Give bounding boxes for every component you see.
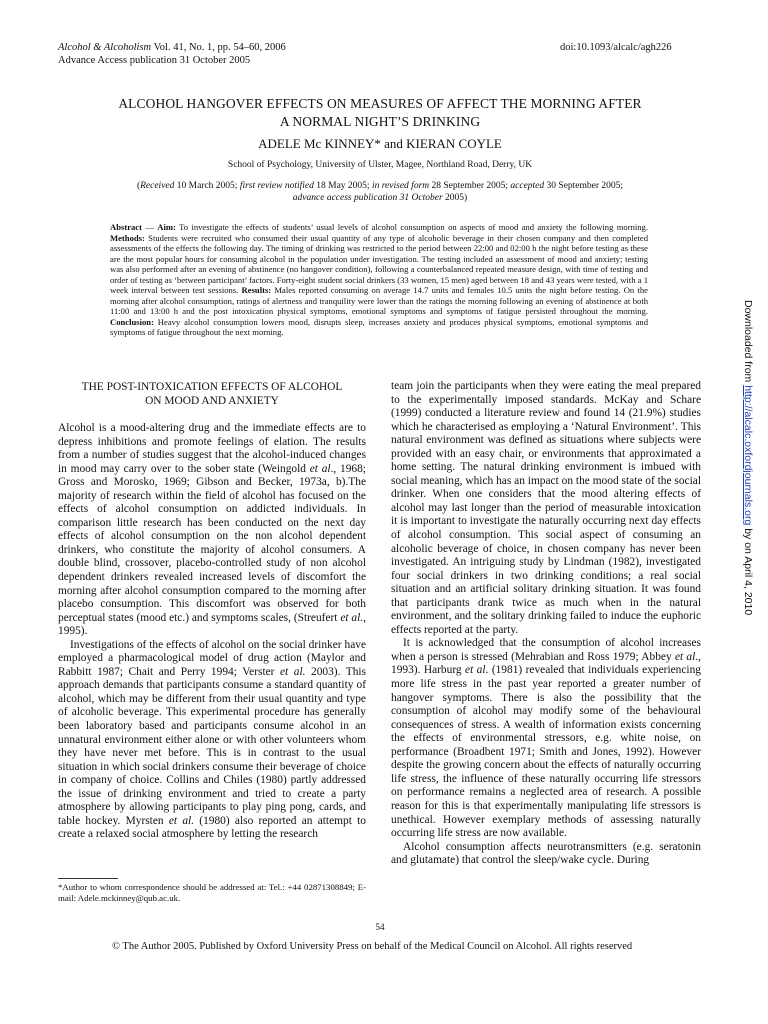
paragraph-3: team join the participants when they were eating the meal prepared to the experimentally imposed standards. McKay and Schare (1999) conducted a literature review and found 14 (21.9%) studies which he characterised as employing a ‘Natural Environment’. This natural environment was defined as situations where subjects were provided with an easy chair, or environments that approximated a home setting. The natural drinking environment is imbued with social meaning, which has an impact on the mood state of the social drinker. When one considers that the mood altering effects of alcohol may last longer than the period of measurable intoxication it is important to investigate the naturally occurring next day effects of alcohol consumption. This social aspect of consuming an alcoholic beverage of choice, in chosen company has never been investigated. An intriguing study by Lindman (1982), investigated four social drinkers in two drinking conditions; a real social situation and an artificial solitary drinking situation. It was found that participants drank twice as much when in the natural environment, and the solitary drinking failed to induce the euphoric effects reported at the party. <box>391 380 701 636</box>
accepted-label: accepted <box>510 181 545 191</box>
title-line-1: ALCOHOL HANGOVER EFFECTS ON MEASURES OF AFFECT THE MORNING AFTER <box>118 96 642 111</box>
p4-text-b: ., 1993). Harburg <box>391 650 701 677</box>
right-column <box>391 380 701 868</box>
p4-etal-2: et al <box>465 664 486 677</box>
p2-text-c: (1980) also reported an attempt to create a relaxed social atmosphere by letting the research <box>58 814 366 841</box>
advance-access-line: Advance Access publication 31 October 2005 <box>58 55 251 66</box>
methods-text: Students were recruited who consumed their usual quantity of any type of alcoholic beverage in their chosen company and then completed assessments of the effects the following day. The timing of drinking was restricted to the period between 22:00 and 02:00 h the night before testing as these are the most popular hours for consuming alcohol in the population under investigation. The testing included an assessment of mood and anxiety; testing was also performed after an evening of abstinence (no hangover condition), following a counterbalanced repeated measure design, with time of testing and order of testing as ‘between participant’ factors. Forty-eight student social drinkers (33 women, 15 men) aged between 18 and 43 years were tested, with a 1 week interval between test sessions. <box>110 232 648 296</box>
conclusion-text: Heavy alcohol consumption lowers mood, disrupts sleep, increases anxiety and produces physical symptoms, emotional symptoms and symptoms of fatigue throughout the next morning. <box>110 316 648 338</box>
p2-etal: et al. <box>280 665 306 678</box>
p1-etal: et al <box>309 462 331 475</box>
revised-date: 28 September 2005; <box>429 181 511 191</box>
first-review-label: first review notified <box>239 181 314 191</box>
methods-label: Methods: <box>110 232 145 243</box>
p2-text-a: Investigations of the effects of alcohol on the social drinker have employed a pharmacological model of drug action (Maylor and Rabbitt 1987; Chait and Perry 1994; Verster <box>58 638 366 678</box>
publication-dates: (Received 10 March 2005; first review notified 18 May 2005; in revised form 28 September 2005; accepted 30 September 2005; advance access publication 31 October 2005) <box>136 181 624 203</box>
first-review-date: 18 May 2005; <box>313 181 372 191</box>
conclusion-label: Conclusion: <box>110 316 154 327</box>
received-date: 10 March 2005; <box>174 181 240 191</box>
download-suffix: by on April 4, 2010 <box>742 525 754 616</box>
running-header-citation <box>58 41 286 67</box>
results-text: Males reported consuming on average 14.7 units and females 10.5 units the night before testing. On the morning after alcohol consumption, ratings of alertness and tranquility were lower than the ratings the morning following an evening of abstinence at both 11:00 and 13:00 h and the post intoxication physical symptoms, emotional symptoms and symptoms of fatigue persisted throughout the morning. <box>110 285 648 317</box>
correspondence-footnote: *Author to whom correspondence should be addressed at: Tel.: +44 02871308849; E-mail: Adele.mckinney@qub.ac.uk. <box>58 882 366 903</box>
paragraph-4 <box>391 637 701 840</box>
page-number: 54 <box>375 922 385 932</box>
p4-text-a: It is acknowledged that the consumption of alcohol increases when a person is stressed (Mehrabian and Ross 1979; Abbey <box>391 637 701 663</box>
affiliation: School of Psychology, University of Ulster, Magee, Northland Road, Derry, UK <box>227 160 533 170</box>
journal-citation: Vol. 41, No. 1, pp. 54–60, 2006 <box>151 42 286 53</box>
p1-text-a: Alcohol is a mood-altering drug and the immediate effects are to depress inhibitions and promote feelings of elation. The results from a number of studies suggest that the alcohol-induced changes in mood may carry over to the sober state (Weingold <box>58 422 366 475</box>
advance-year: 2005) <box>442 192 468 203</box>
p4-text-c: . (1981) revealed that individuals experiencing more life stress in the past year reported a greater number of hangover symptoms. There is also the possibility that the consumption of alcohol may modify some of the behavioural consequences of stress. A wealth of information exists concerning the effects of environmental stressors, e.g. white noise, on performance (Broadbent 1971; Smith and Jones, 1992). However despite the growing concern about the effects of naturally occurring life stress, the influence of these naturally occurring life stressors on performance remains a neglected area of research. A possible reason for this is that experimentally manipulating life stressors is unethical. However exemplary methods of assessing naturally occurring life stress are now available. <box>391 664 701 840</box>
download-watermark <box>740 300 765 620</box>
section-heading-line-2: ON MOOD AND ANXIETY <box>145 395 279 407</box>
abstract-label: Abstract <box>110 222 142 232</box>
aim-text: To investigate the effects of students’ usual levels of alcohol consumption on aspects of mood and anxiety the following morning. <box>175 222 648 232</box>
doi: doi:10.1093/alcalc/agh226 <box>560 42 672 53</box>
paragraph-2 <box>58 639 366 842</box>
abstract <box>110 222 648 338</box>
aim-label: Aim: <box>157 222 176 232</box>
journal-site-link[interactable]: http://alcalc.oxfordjournals.org <box>742 385 754 526</box>
section-heading <box>58 380 366 408</box>
advance-date: 31 October <box>397 192 443 203</box>
authors: ADELE Mc KINNEY* and KIERAN COYLE <box>258 136 502 151</box>
p4-etal: et al <box>674 650 696 663</box>
p1-etal-2: et al. <box>340 611 364 624</box>
p2-text-b: 2003). This approach demands that participants consume a standard quantity of alcohol, which may be different from their usual quantity and type of alcoholic beverage. This experimental procedure has generally been laboratory based and participants consume alcohol in an unnatural environment either alone or with other volunteers whom they have never met before. This is in contrast to the usual situation in which social drinkers consume their beverage of choice in company of choice. Collins and Chiles (1980) partly addressed the issue of drinking environment and tried to create a party atmosphere by allowing participants to play ping pong, cards, and table hockey. Myrsten <box>58 665 366 827</box>
paragraph-1 <box>58 422 366 639</box>
journal-name: Alcohol & Alcoholism <box>58 42 152 53</box>
p2-etal-2: et al. <box>168 814 195 827</box>
revised-label: in revised form <box>371 181 430 191</box>
left-column <box>58 422 366 842</box>
section-heading-line-1: THE POST-INTOXICATION EFFECTS OF ALCOHOL <box>81 381 343 393</box>
p1-text-c: , 1995). <box>58 611 366 638</box>
download-prefix: Downloaded from <box>742 300 754 386</box>
advance-label: advance access publication <box>292 192 398 203</box>
results-label: Results: <box>241 285 272 296</box>
accepted-date: 30 September 2005; <box>544 181 624 191</box>
footnote-rule <box>58 878 118 879</box>
paragraph-5: Alcohol consumption affects neurotransmitters (e.g. seratonin and glutamate) that control the sleep/wake cycle. During <box>391 840 701 867</box>
p1-text-b: ., 1968; Gross and Morosko, 1969; Gibson and Becker, 1973a, b).The majority of research within the field of alcohol has focused on the effects of alcohol consumption on addicted individuals. In comparison little research has been conducted on the next day effects of alcohol consumption on the non alcohol dependent drinkers, who constitute the majority of alcohol consumers. A double blind, crossover, placebo-controlled study of non alcohol dependent drinkers revealed increased levels of discomfort the morning after alcohol consumption compared to the morning after placebo consumption. This discomfort was observed for both perceptual states (mood etc.) and symptoms scales, (Streufert <box>58 462 366 624</box>
article-title <box>60 95 700 131</box>
copyright-notice: © The Author 2005. Published by Oxford University Press on behalf of the Medical Council on Alcohol. All rights reserved <box>112 941 633 952</box>
abstract-dash: — <box>141 222 158 232</box>
title-line-2: A NORMAL NIGHT’S DRINKING <box>279 114 481 129</box>
received-label: Received <box>140 181 175 191</box>
